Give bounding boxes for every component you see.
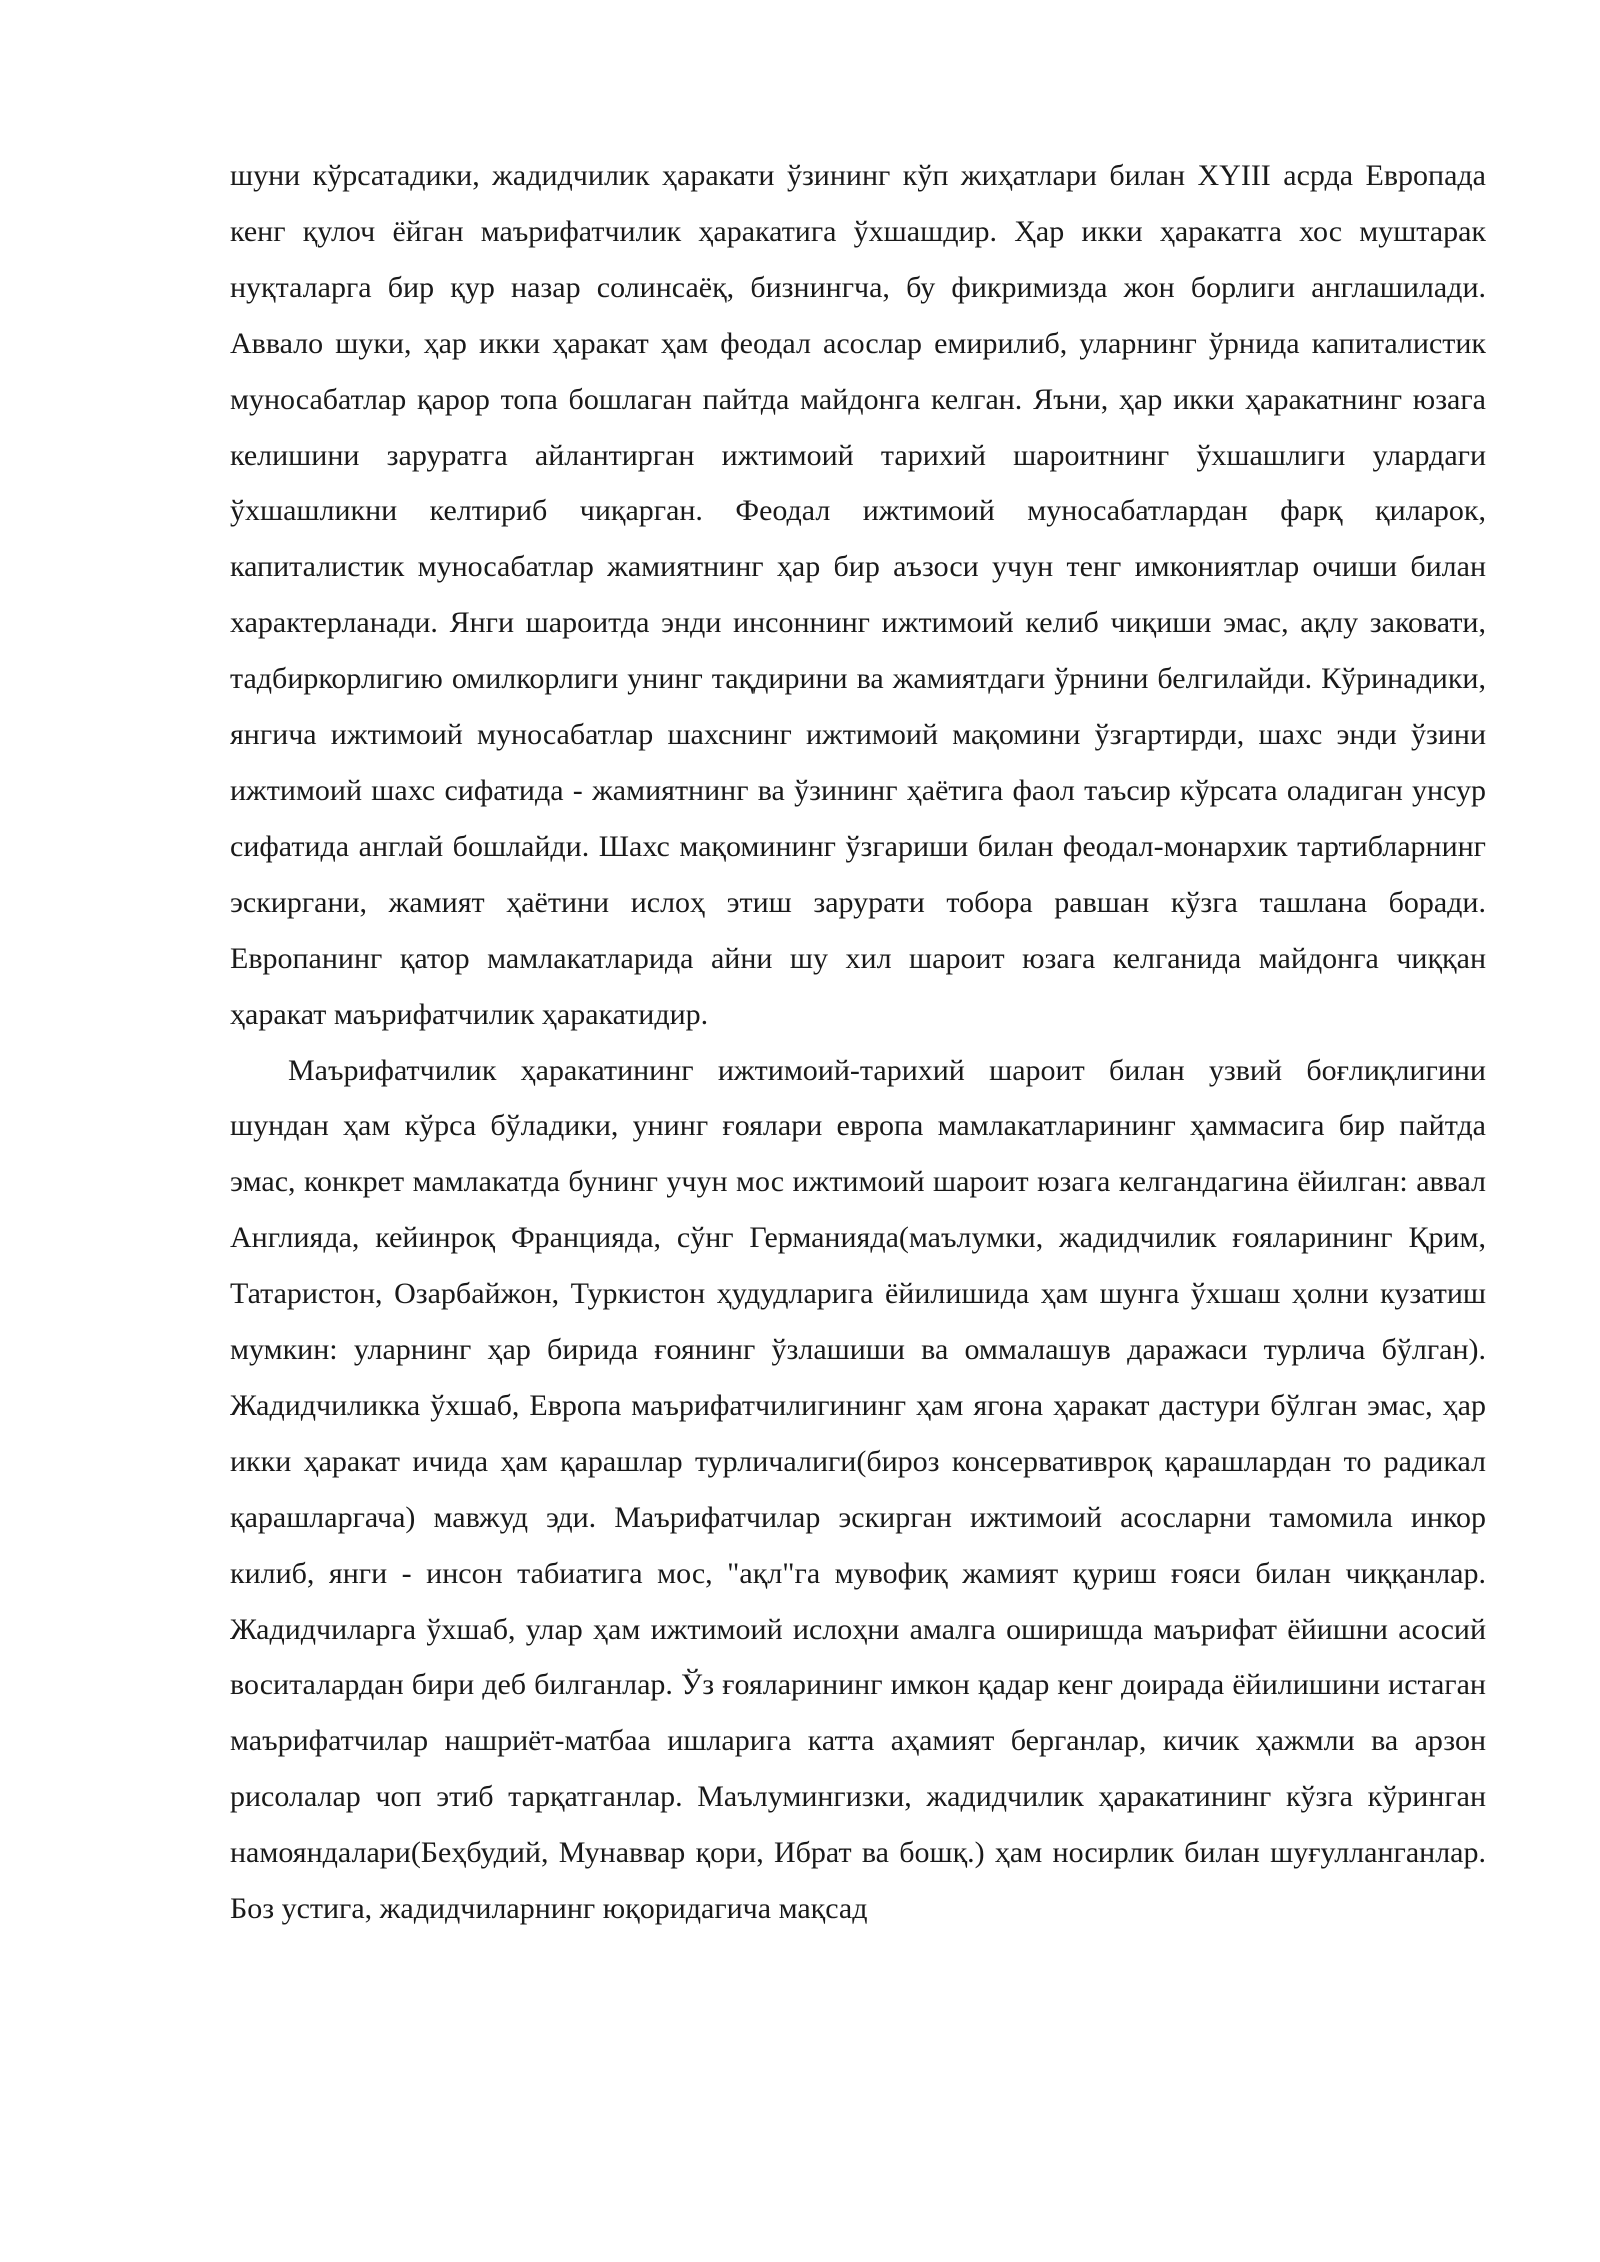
paragraph: Маърифатчилик ҳаракатининг ижтимоий-тарихий шароит билан узвий боғлиқлигини шундан ҳам кўрса бўладики, унинг ғоялари европа мамлакатларининг ҳаммасига бир пайтда эмас, конкрет мамлакатда бунинг учун мос ижтимоий шароит юзага келгандагина ёйилган: аввал Англияда, кейинроқ Францияда, сўнг Германияда(маълумки, жадидчилик ғояларининг Қрим, Татаристон, Озарбайжон, Туркистон ҳудудларига ёйилишида ҳам шунга ўхшаш ҳолни кузатиш мумкин: уларнинг ҳар бирида ғоянинг ўзлашиши ва оммалашув даражаси турлича бўлган). Жадидчиликка ўхшаб, Европа маърифатчилигининг ҳам ягона ҳаракат дастури бўлган эмас, ҳар икки ҳаракат ичида ҳам қарашлар турличалиги(бироз консервативроқ қарашлардан то радикал қарашларгача) мавжуд эди. Маърифатчилар эскирган ижтимоий асосларни тамомила инкор килиб, янги - инсон табиатига мос, "ақл"га мувофиқ жамият қуриш ғояси билан чиққанлар. Жадидчиларга ўхшаб, улар ҳам ижтимоий ислоҳни амалга оширишда маърифат ёйишни асосий воситалардан бири деб билганлар. Ўз ғояларининг имкон қадар кенг доирада ёйилишини истаган маърифатчилар нашриёт-матбаа ишларига катта аҳамият берганлар, кичик ҳажмли ва арзон рисолалар чоп этиб тарқатганлар. Маълумингизки, жадидчилик ҳаракатининг кўзга кўринган намояндалари(Беҳбудий, Мунаввар қори, Ибрат ва бошқ.) ҳам носирлик билан шуғулланганлар. Боз устига, жадидчиларнинг юқоридагича мақсад bbox=[230, 1053, 1486, 1926]
paragraph: шуни кўрсатадики, жадидчилик ҳаракати ўзининг кўп жиҳатлари билан XYIII асрда Европада кенг қулоч ёйган маърифатчилик ҳаракатига ўхшашдир. Ҳар икки ҳаракатга хос муштарак нуқталарга бир қур назар солинсаёқ, бизнингча, бу фикримизда жон борлиги англашилади. Аввало шуки, ҳар икки ҳаракат ҳам феодал асослар емирилиб, уларнинг ўрнида капиталистик муносабатлар қарор топа бошлаган пайтда майдонга келган. Яъни, ҳар икки ҳаракатнинг юзага келишини заруратга айлантирган ижтимоий тарихий шароитнинг ўхшашлиги улардаги ўхшашликни келтириб чиқарган. Феодал ижтимоий муносабатлардан фарқ қиларок, капиталистик муносабатлар жамиятнинг ҳар бир аъзоси учун тенг имкониятлар очиши билан характерланади. Янги шароитда энди инсоннинг ижтимоий келиб чиқиши эмас, ақлу заковати, тадбиркорлигию омилкорлиги унинг тақдирини ва жамиятдаги ўрнини белгилайди. Кўринадики, янгича ижтимоий муносабатлар шахснинг ижтимоий мақомини ўзгартирди, шахс энди ўзини ижтимоий шахс сифатида - жамиятнинг ва ўзининг ҳаётига фаол таъсир кўрсата оладиган унсур сифатида англай бошлайди. Шахс мақомининг ўзгариши билан феодал-монархик тартибларнинг эскиргани, жамият ҳаётини ислоҳ этиш зарурати тобора равшан кўзга ташлана боради. Европанинг қатор мамлакатларида айни шу хил шароит юзага келганида майдонга чиққан ҳаракат маърифатчилик ҳаракатидир. bbox=[230, 159, 1486, 1031]
document-page bbox=[230, 148, 1486, 1937]
